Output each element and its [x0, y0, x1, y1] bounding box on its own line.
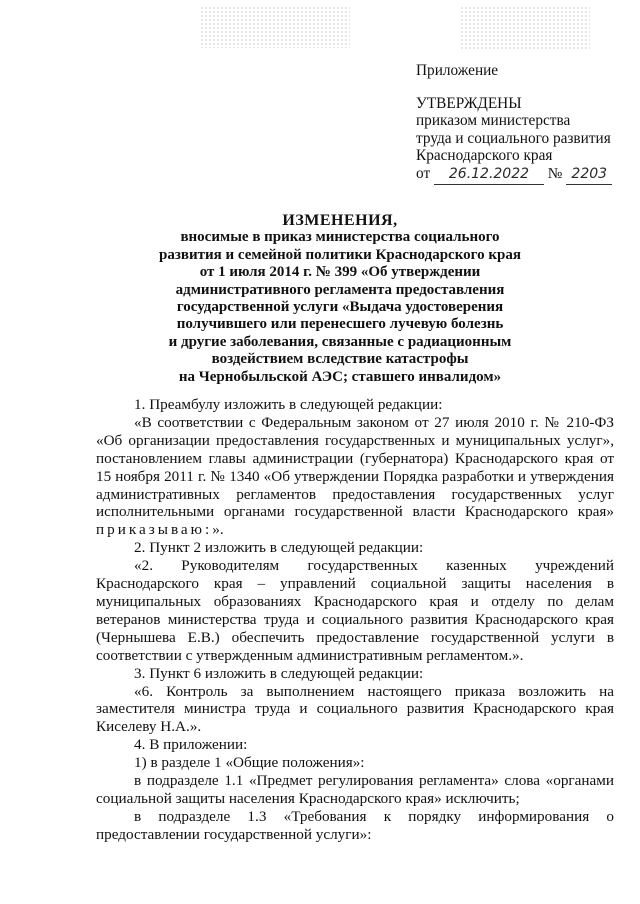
- approval-line: Краснодарского края: [416, 147, 553, 165]
- preamble-text: «В соответствии с Федеральным законом от 27 июля 2010 г. № 210-ФЗ «Об организации предоставления государственных и муниципальных услуг», постановлением главы администрации (губернатора) Краснодарского края от 15 ноября 2011 г. № 1340 «Об утверждении Порядка разработки и утверждения административных регламентов предоставления государственных услуг исполнительными органами государственной власти Краснодарского края»: [96, 413, 614, 521]
- approval-date-line: [416, 165, 636, 185]
- order-word: приказываю:: [96, 521, 213, 539]
- paragraph: в подразделе 1.3 «Требования к порядку информирования о предоставлении государственной услуги»:: [96, 807, 614, 843]
- title-line: от 1 июля 2014 г. № 399 «Об утверждении: [199, 264, 481, 281]
- paragraph: 1) в разделе 1 «Общие положения»:: [134, 754, 365, 772]
- title-line: административного регламента предоставления: [175, 281, 505, 298]
- paragraph: 1. Преамбулу изложить в следующей редакции:: [134, 396, 443, 413]
- title-line: государственной услуги «Выдача удостоверения: [176, 299, 504, 316]
- approved-label: УТВЕРЖДЕНЫ: [416, 94, 522, 112]
- preamble-end: ».: [212, 521, 224, 539]
- document-title: [150, 212, 530, 386]
- scan-artifact: [460, 6, 590, 50]
- paragraph: 2. Пункт 2 изложить в следующей редакции:: [134, 539, 424, 557]
- title-line: на Чернобыльской АЭС; ставшего инвалидом»: [178, 368, 502, 385]
- paragraph: 3. Пункт 6 изложить в следующей редакции:: [134, 664, 424, 682]
- handwritten-date: 26.12.2022: [434, 166, 544, 185]
- title-line: развития и семейной политики Краснодарского края: [159, 246, 521, 263]
- approval-line: приказом министерства: [416, 112, 571, 130]
- title-line: воздействием вследствие катастрофы: [211, 351, 469, 368]
- paragraph: 4. В приложении:: [134, 736, 248, 754]
- handwritten-number: 2203: [566, 166, 612, 185]
- number-sign: №: [547, 164, 563, 182]
- paragraph: в подразделе 1.1 «Предмет регулирования регламента» слова «органами социальной защиты населения Краснодарского края» исключить;: [96, 772, 614, 807]
- appendix-label: Приложение: [416, 62, 499, 79]
- paragraph-preamble: [96, 414, 614, 539]
- title-line: и другие заболевания, связанные с радиационным: [168, 333, 512, 350]
- title-line: вносимые в приказ министерства социального: [180, 229, 500, 246]
- title-line: получившего или перенесшего лучевую болезнь: [176, 316, 504, 333]
- scan-artifact: [200, 6, 350, 48]
- date-prefix: от: [416, 164, 431, 182]
- approval-line: труда и социального развития: [416, 129, 611, 147]
- document-body: [96, 396, 614, 844]
- title-heading: ИЗМЕНЕНИЯ,: [282, 212, 398, 229]
- approval-block: [416, 62, 636, 185]
- paragraph: «2. Руководителям государственных казенных учреждений Краснодарского края – управлений социальной защиты населения в муниципальных образованиях Краснодарского края и отделу по делам ветеранов министерства труда и социального развития Краснодарского края (Чернышева Е.В.) обеспечить предоставление государственной услуги в соответствии с утвержденным административным регламентом.».: [96, 557, 614, 664]
- paragraph: «6. Контроль за выполнением настоящего приказа возложить на заместителя министра труда и социального развития Краснодарского края Киселеву Н.А.».: [96, 682, 614, 736]
